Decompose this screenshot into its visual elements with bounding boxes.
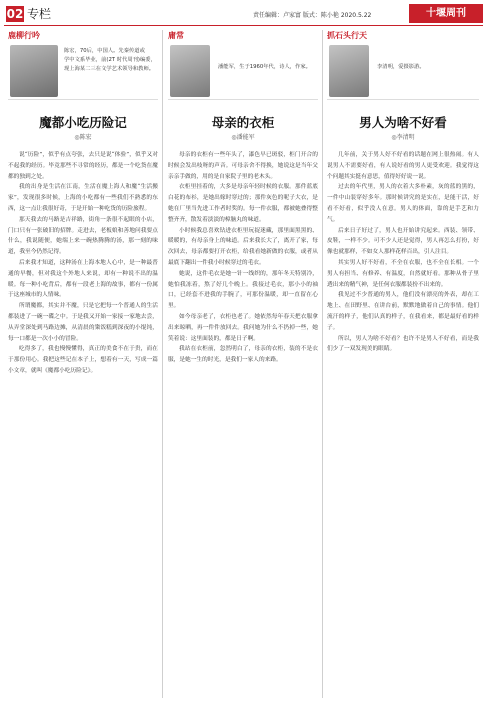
author-photo <box>170 45 210 97</box>
article-title: 母亲的衣柜 <box>211 115 275 130</box>
author-photo <box>10 45 58 97</box>
article-paragraph: 母亲的衣柜有一些年头了，漆色早已斑驳，柜门开合的时候会发出吱呀的声音。可母亲舍不得换，她说这是当年父亲亲手做的，用的是自家院子里的老木头。 <box>168 152 318 180</box>
article-column-3 <box>327 30 479 355</box>
author-box <box>8 41 158 100</box>
author-photo <box>329 45 369 97</box>
column-tag: 抓石头行天 <box>327 31 367 40</box>
article-byline: ◎潘能军 <box>231 134 255 141</box>
article-paragraph: 我的出身是生活在江南，生活在魔上海人和魔“生活搬家”，发现很多时候，上海的小吃都有一些我们不熟悉的东西，这一点让我很好奇，于是开始一种吃货的历险旅程。 <box>8 184 158 212</box>
article-byline: ◎李清明 <box>391 134 415 141</box>
article-paragraph: 衣柜里挂着的，大多是母亲年轻时候的衣服。那件蓝底白花的布衫，是她出嫁时穿过的；那件灰色的呢子大衣，是她在厂里当先进工作者时奖的。每一件衣服，都被她叠得整整齐齐，散发着淡淡的樟脑丸的味道。 <box>168 184 318 223</box>
column-divider <box>322 30 323 698</box>
article-paragraph: 过去的年代里，男人的衣着大多朴素，灰的蓝的黑的，一件中山装穿好多年。那时候讲究的是实在，是能干活，好看不好看，似乎没人在意。男人的体面，靠的是手艺和力气。 <box>327 184 479 223</box>
article-column-2 <box>168 30 318 366</box>
editor-info: 责任编辑：卢家富 版式：陈小艳 2020.5.22 <box>253 12 372 19</box>
header-divider <box>4 25 483 26</box>
column-divider <box>162 30 163 698</box>
newspaper-masthead: 十堰周刊 <box>409 4 483 23</box>
article-paragraph: 后来日子好过了，男人也开始讲究起来。西装、领带、皮鞋，一样不少。可不少人还是觉得，男人再怎么打扮，好像也就那样，不如女人那样花样百出，引人注目。 <box>327 227 479 256</box>
article-byline: ◎陈宏 <box>74 134 92 141</box>
article-paragraph: 她说，这件毛衣是她一针一线织的，那年冬天特别冷，她怕我冻着，熬了好几个晚上。我接过毛衣，那小小的袖口，已经套不进我的手腕了，可那份温暖，却一直留在心里。 <box>168 270 318 310</box>
author-bio: 潘能军，生于1960年代，诗人，作家。 <box>218 64 311 70</box>
page-number: 02 <box>6 7 24 21</box>
article-title: 男人为啥不好看 <box>359 115 447 130</box>
article-paragraph: 如今母亲老了，衣柜也老了。她依然每年春天把衣服拿出来晾晒，再一件件放回去。我问她为什么不扔掉一些，她笑着说：这里面装的，都是日子啊。 <box>168 313 318 342</box>
page-header <box>0 0 487 26</box>
article-paragraph: 我见过不少普通的男人，他们没有漂亮的外表，却在工地上、在田野里、在讲台前，默默地做着自己的事情。他们流汗的样子，他们认真的样子，在我看来，都是最好看的样子。 <box>327 292 479 331</box>
article-paragraph: 其实男人好不好看，不全在衣服，也不全在长相。一个男人有担当、有修养、有温度，自然就好看。那种从骨子里透出来的精气神，是任何衣服都装扮不出来的。 <box>327 259 479 288</box>
article-paragraph: 那天我去的马路是吉祥路，街角一条很不起眼的小店，门口只有一张破旧的招牌。走进去，老板娘和善地问我要点什么，我说随便，她端上来一碗热腾腾的汤，那一刻的味道，我至今仍然记得。 <box>8 216 158 256</box>
article-paragraph: 吃得多了，我也慢慢懂得，真正的美食不在于贵，而在于那份用心。我把这些记在本子上，想着有一天，写成一篇小文章，就叫《魔都小吃历险记》。 <box>8 346 158 374</box>
author-bio: 李清明，爱摄影游。 <box>377 64 425 70</box>
article-paragraph: 小时候我总喜欢钻进衣柜里玩捉迷藏，那里面黑黑的、暖暖的，有母亲身上的味道。后来我长大了，离开了家，每次回去，母亲都要打开衣柜，给我看她新做的衣服，或者从最底下翻出一件我小时候穿过的毛衣。 <box>168 227 318 266</box>
author-box <box>327 41 479 100</box>
article-paragraph: 说“历险”，似乎有点夸张，去只是说“体验”，似乎又对不起我的经历。毕竟那些不寻常的经历，都是一个吃货在魔都的独到之处。 <box>8 152 158 180</box>
column-tag: 鹿柳行吟 <box>8 31 40 40</box>
author-box <box>168 41 318 100</box>
article-paragraph: 所谓魔都，其实并不魔，只是它把每一个普通人的生活都装进了一碗一碟之中。于是我又开始一家接一家地去尝，从弄堂深处到马路边摊，从清晨的粢饭糕到深夜的小馄饨，每一口都是一次小小的冒险。 <box>8 303 158 342</box>
article-paragraph: 几年前，关于男人好不好看的话题在网上很热闹。有人说男人不需要好看，有人说好看的男人更受欢迎。我觉得这个问题其实挺有意思，值得好好说一说。 <box>327 152 479 180</box>
section-title: 专栏 <box>27 7 52 21</box>
article-paragraph: 所以，男人为啥不好看？也许不是男人不好看，而是我们少了一双发现美的眼睛。 <box>327 335 479 353</box>
column-tag: 庸常 <box>168 31 184 40</box>
author-bio: 陈宏，70后，中国人。先秦传道或 学中文系毕业，前(2T 时代周刊)编委， 现上海某二三在文学艺术领导和教师。 <box>64 48 156 72</box>
article-paragraph: 后来我才知道，这种汤在上海本地人心中，是一种最普通的早餐，但对我这个外地人来说，却有一种说不出的温暖。每一种小吃背后，都有一段老上海的故事，都有一份属于这座城市的人情味。 <box>8 259 158 299</box>
article-column-1 <box>8 30 158 377</box>
article-paragraph: 我站在衣柜前，忽然明白了，母亲的衣柜，装的不是衣服，是她一生的时光，是我们一家人的来路。 <box>168 346 318 364</box>
article-title: 魔都小吃历险记 <box>39 115 127 130</box>
